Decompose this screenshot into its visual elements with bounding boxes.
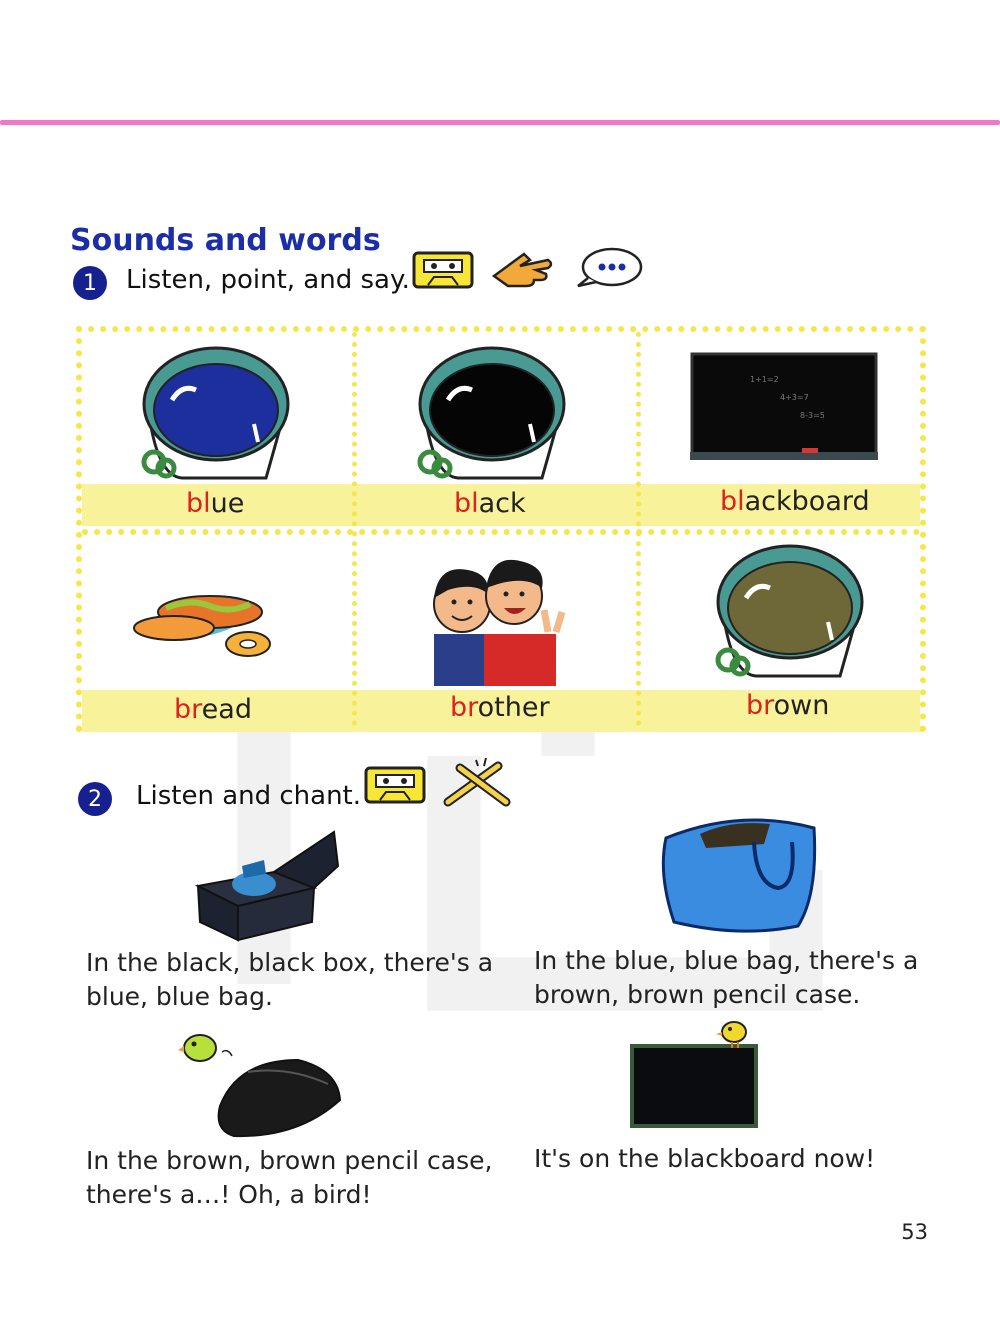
cassette-tape-icon-2[interactable] — [364, 766, 426, 804]
svg-text:4+3=7: 4+3=7 — [780, 393, 809, 402]
black-paint-bucket-image — [412, 346, 572, 482]
speech-bubble-icon — [574, 246, 644, 290]
column-divider-1 — [352, 332, 357, 726]
page-number: 53 — [901, 1220, 928, 1244]
word-black: black — [454, 488, 526, 519]
word-grid — [76, 326, 926, 732]
word-brown: brown — [746, 690, 830, 721]
black-box-image — [194, 830, 340, 942]
cassette-tape-icon[interactable] — [412, 251, 474, 289]
chant-verse-3: In the brown, brown pencil case, there's a…! Oh, a bird! — [86, 1146, 493, 1209]
column-divider-2 — [636, 332, 641, 726]
svg-text:8-3=5: 8-3=5 — [800, 411, 825, 420]
word-blue: blue — [186, 488, 245, 519]
blue-paint-bucket-image — [136, 346, 296, 482]
brown-paint-bucket-image — [710, 544, 870, 680]
decorative-pink-line — [0, 120, 1000, 125]
chant-verse-4: It's on the blackboard now! — [534, 1144, 876, 1173]
row-divider — [82, 529, 920, 535]
activity-2-instruction: Listen and chant. — [136, 781, 362, 811]
blackboard-image — [690, 352, 880, 464]
bread-image — [130, 578, 280, 662]
chant-verse-2: In the blue, blue bag, there's a brown, brown pencil case. — [534, 946, 919, 1009]
clapping-sticks-icon — [442, 758, 512, 808]
chant-verse-1: In the black, black box, there's a blue, blue bag. — [86, 948, 494, 1011]
svg-text:1+1=2: 1+1=2 — [750, 375, 779, 384]
pencil-case-and-bird-image — [178, 1030, 348, 1142]
word-bread: bread — [174, 694, 252, 725]
section-title: Sounds and words — [70, 223, 381, 258]
blue-bag-image — [660, 814, 818, 934]
word-brother: brother — [450, 692, 550, 723]
activity-2-number: 2 — [78, 782, 112, 816]
activity-1-number: 1 — [73, 266, 107, 300]
brothers-image — [424, 542, 574, 686]
activity-1-instruction: Listen, point, and say. — [126, 265, 410, 295]
word-blackboard: blackboard — [720, 486, 870, 517]
pointing-hand-icon — [490, 246, 560, 290]
blackboard-with-bird-image — [628, 1016, 760, 1132]
